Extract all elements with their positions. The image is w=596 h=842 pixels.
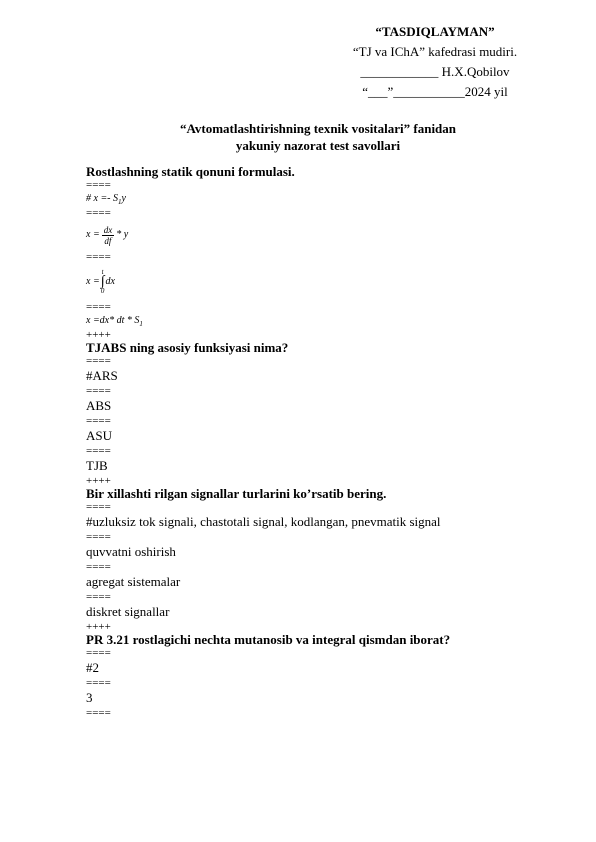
integral-sign <box>101 269 105 295</box>
formula-4-main: x =dx* dt * S <box>86 315 140 326</box>
formula-2-lhs: x = <box>86 229 100 240</box>
q3-option: diskret signallar <box>86 604 170 619</box>
separator: ==== <box>86 355 111 367</box>
formula-4 <box>86 312 546 330</box>
q2-option: #ARS <box>86 368 118 383</box>
integral-upper-limit: t <box>101 268 104 276</box>
q3-option: agregat sistemalar <box>86 574 181 589</box>
document-heading <box>0 120 596 154</box>
end-marker: ++++ <box>86 621 111 633</box>
formula-1 <box>86 190 546 208</box>
formula-3 <box>86 262 546 302</box>
q2-option: ABS <box>86 398 112 413</box>
formula-1-main: # x =- S <box>86 193 119 204</box>
formula-2-denominator: df <box>104 235 112 246</box>
separator: ==== <box>86 647 111 659</box>
integral-lower-limit: 0 <box>100 287 105 295</box>
separator: ==== <box>86 707 111 719</box>
formula-3-lhs: x = <box>86 276 100 287</box>
separator: ==== <box>86 561 111 573</box>
formula-2 <box>86 218 546 252</box>
separator: ==== <box>86 385 111 397</box>
question-3: Bir xillashti rilgan signallar turlarini ko’rsatib bering. <box>86 486 387 501</box>
approval-title: “TASDIQLAYMAN” <box>375 24 495 39</box>
formula-4-sub: 1 <box>139 320 143 328</box>
separator: ==== <box>86 415 111 427</box>
approval-date: “___”___________2024 yil <box>362 84 508 99</box>
separator: ==== <box>86 445 111 457</box>
formula-1-sub: 1 <box>118 198 122 206</box>
formula-2-tail: * y <box>116 229 129 240</box>
heading-line-2: yakuniy nazorat test savollari <box>235 138 401 153</box>
question-2: TJABS ning asosiy funksiyasi nima? <box>86 340 289 355</box>
separator: ==== <box>86 179 111 191</box>
separator: ==== <box>86 301 111 313</box>
q4-option: #2 <box>86 660 99 675</box>
formula-2-fraction <box>102 225 115 246</box>
question-4: PR 3.21 rostlagichi nechta mutanosib va integral qismdan iborat? <box>86 632 451 647</box>
formula-2-numerator: dx <box>103 224 113 235</box>
question-1: Rostlashning statik qonuni formulasi. <box>86 164 295 179</box>
formula-3-tail: dx <box>105 276 115 287</box>
approval-department: “TJ va IChA” kafedrasi mudiri. <box>352 44 518 59</box>
q4-option: 3 <box>86 690 93 705</box>
separator: ==== <box>86 677 111 689</box>
separator: ==== <box>86 251 111 263</box>
formula-1-tail: y <box>121 193 126 204</box>
test-content <box>86 164 546 718</box>
q2-option: ASU <box>86 428 113 443</box>
separator: ==== <box>86 207 111 219</box>
end-marker: ++++ <box>86 475 111 487</box>
separator: ==== <box>86 501 111 513</box>
heading-line-1: “Avtomatlashtirishning texnik vositalari” fanidan <box>179 121 457 136</box>
approval-block <box>330 22 540 102</box>
integral-symbol: ∫ <box>100 274 105 289</box>
separator: ==== <box>86 591 111 603</box>
end-marker: ++++ <box>86 329 111 341</box>
approval-signature: ____________ H.X.Qobilov <box>360 64 510 79</box>
q3-option: quvvatni oshirish <box>86 544 176 559</box>
separator: ==== <box>86 531 111 543</box>
q3-option: #uzluksiz tok signali, chastotali signal, kodlangan, pnevmatik signal <box>86 514 441 529</box>
q2-option: TJB <box>86 458 108 473</box>
